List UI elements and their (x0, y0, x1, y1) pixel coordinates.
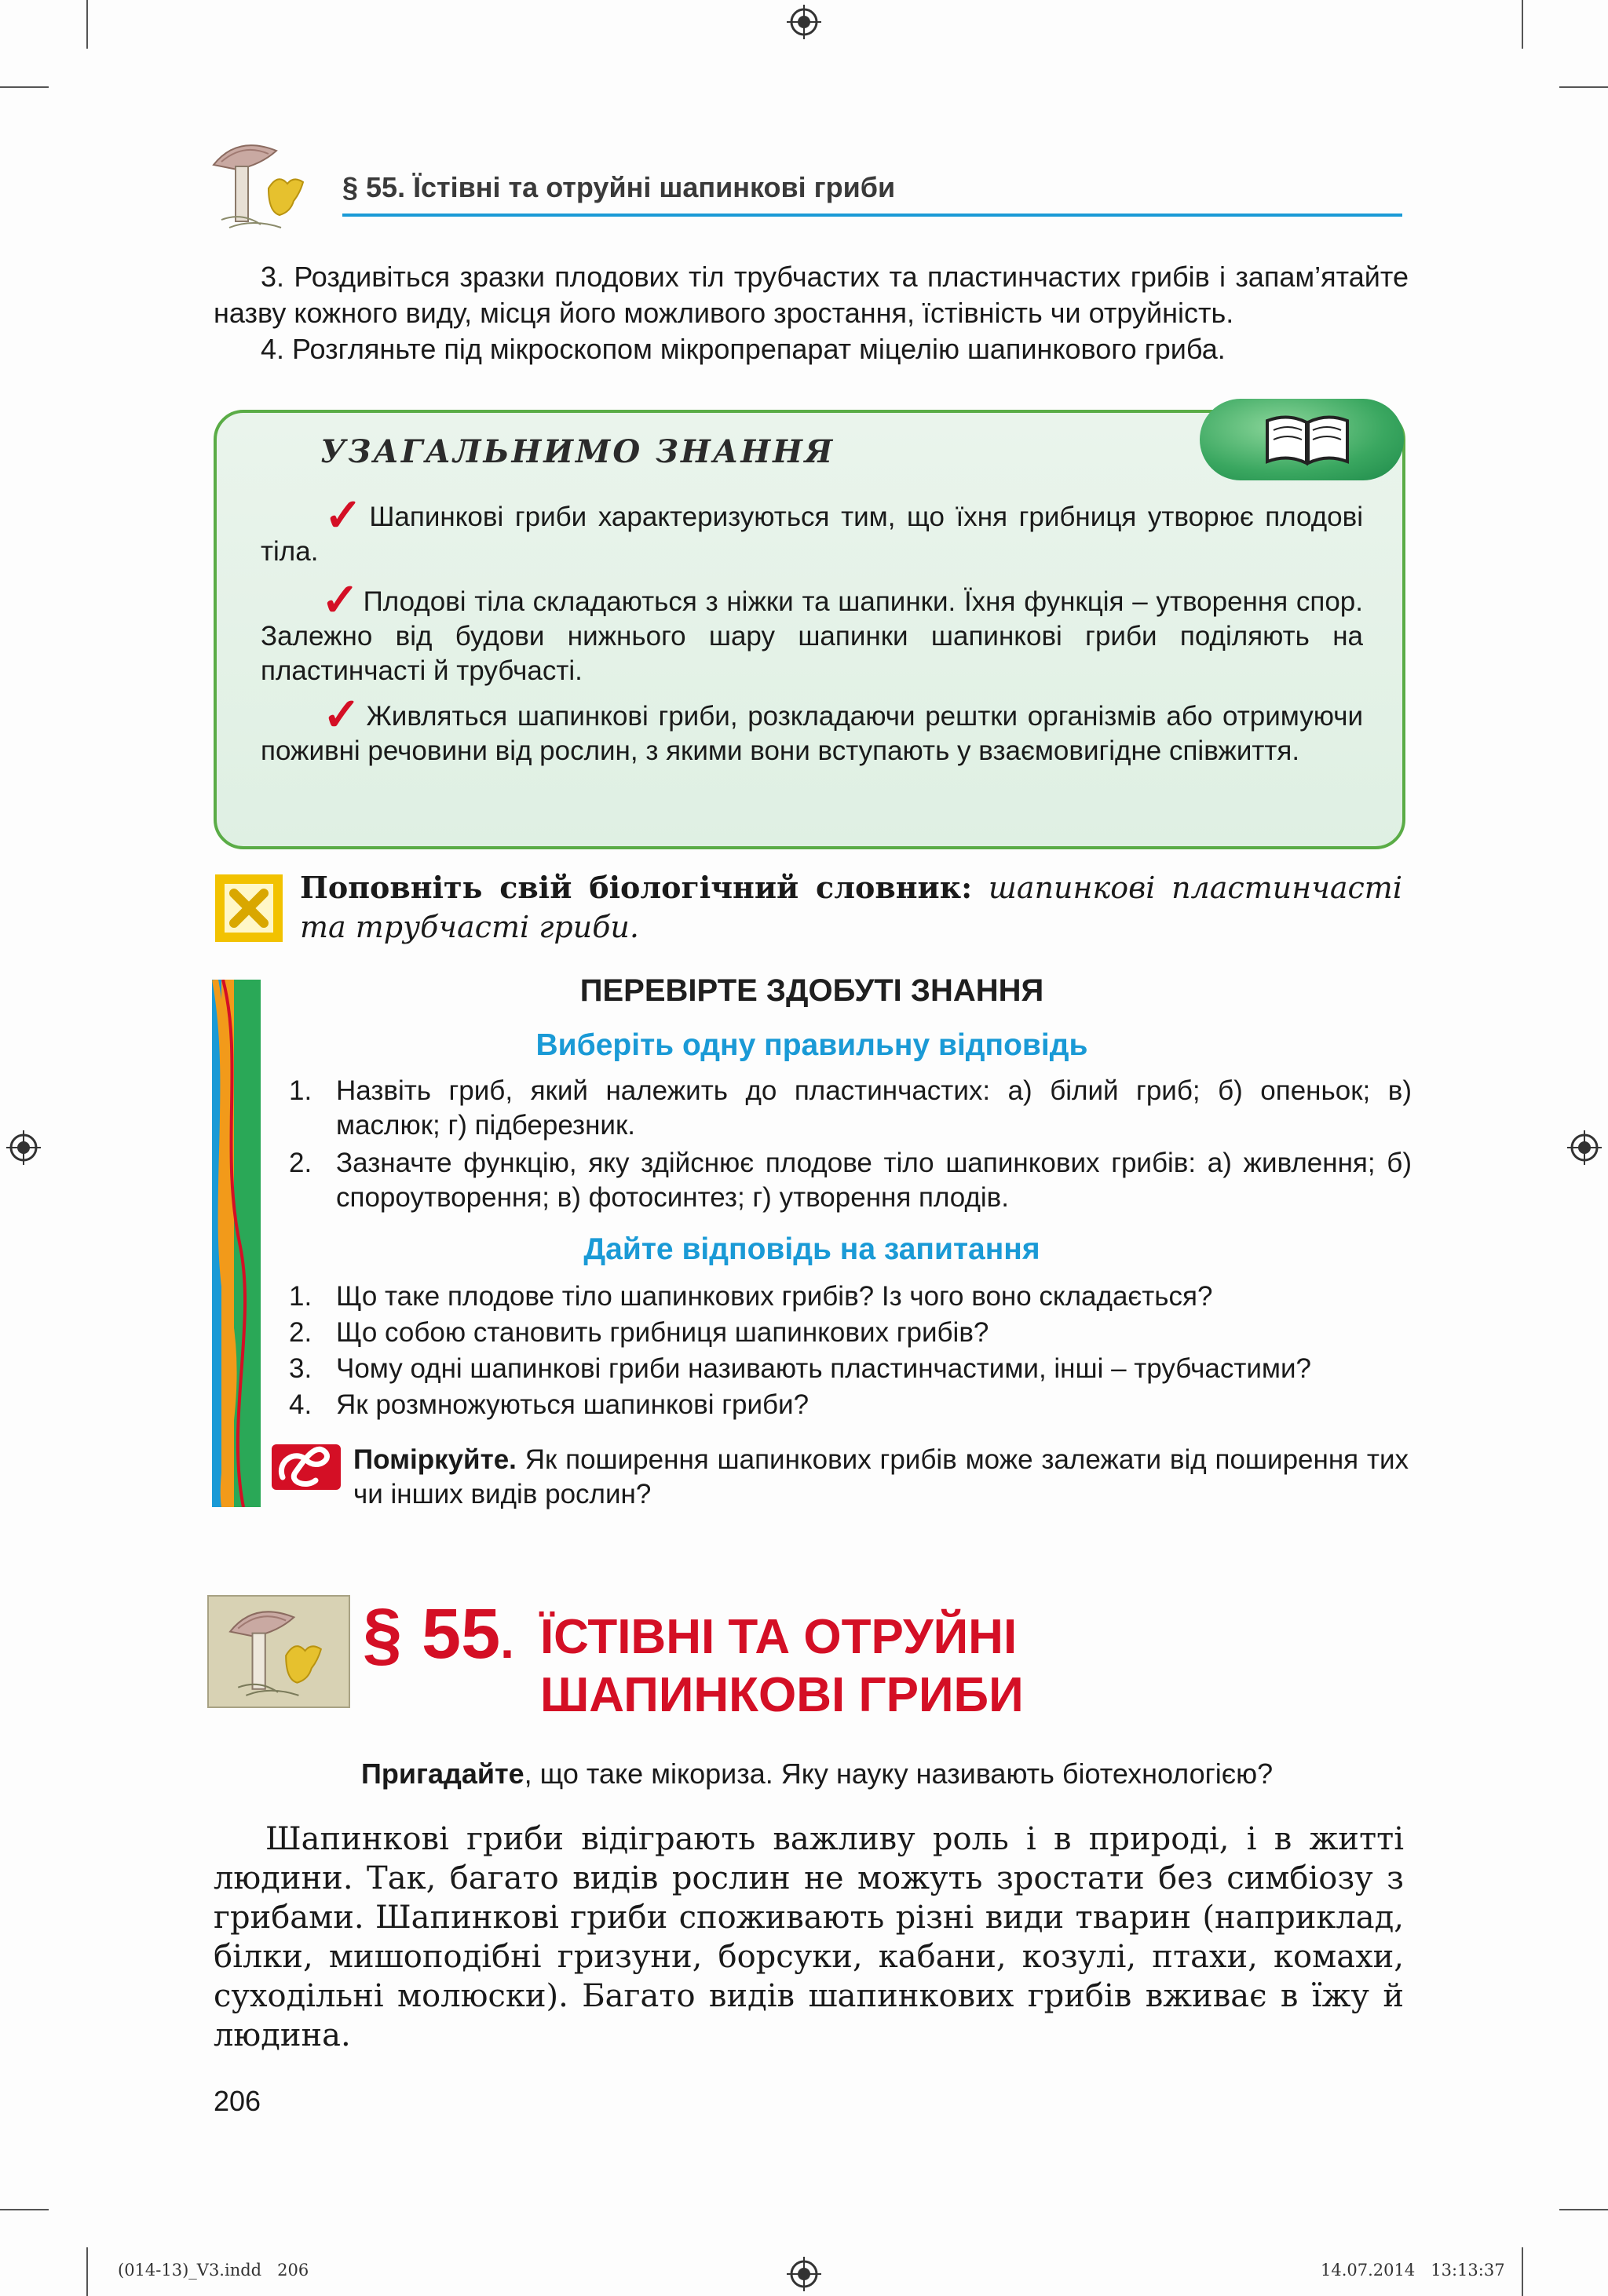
summary-point-3 (261, 689, 1363, 768)
item-text: Що собою становить грибниця шапинкових грибів? (336, 1317, 989, 1348)
item-text: Зазначте функцію, яку здійснює плодове тіло шапинкових грибів: а) живлення; б) спороутворення; в) фотосинтез; г) утворення плодів. (336, 1148, 1412, 1213)
dictionary-bold: Поповніть свій біологічний словник: (300, 870, 973, 905)
check-mark-icon: ✓ (320, 575, 360, 626)
crop-mark (1559, 86, 1608, 88)
item-text: Назвіть гриб, який належить до пластинчастих: а) білий гриб; б) опеньок; в) маслюк; г) підберезник. (336, 1075, 1412, 1141)
crop-mark (86, 0, 88, 49)
crop-mark (86, 2247, 88, 2296)
choose-item-2 (289, 1146, 1412, 1217)
mushroom-illustration-icon (206, 133, 314, 234)
slug-date: 14.07.2014 13:13:37 (1321, 2261, 1505, 2280)
summary-point-2 (261, 575, 1363, 688)
crop-mark (1559, 2209, 1608, 2210)
section-title-line-1: ЇСТІВНІ ТА ОТРУЙНІ (540, 1610, 1018, 1664)
summary-title: УЗАГАЛЬНИМО ЗНАННЯ (320, 433, 835, 470)
mushroom-illustration-icon (215, 1600, 339, 1702)
running-header-title: § 55. Їстівні та отруйні шапинкові гриби (342, 171, 896, 203)
header-rule (342, 214, 1402, 217)
step-4: 4. Розгляньте під мікроскопом мікропрепарат міцелію шапинкового гриба. (261, 333, 1226, 365)
crop-mark (1522, 2247, 1523, 2296)
summary-point-text: Шапинкові гриби характеризуються тим, що їхня грибниця утворює плодові тіла. (261, 502, 1363, 567)
answer-item-4 (289, 1388, 1412, 1422)
dictionary-text (300, 868, 1402, 947)
dictionary-italic: шапинкові пластинчасті та трубчасті гриби. (300, 871, 1402, 944)
summary-point-text: Плодові тіла складаються з ніжки та шапинки. Їхня функція – утворення спор. Залежно від будови нижнього шару шапинки шапинкові гриби поділяють на пластинчасті й трубчасті. (261, 586, 1363, 686)
registration-mark-icon (787, 5, 821, 39)
section-number-text: § 55 (363, 1595, 501, 1674)
recall-text: , що таке мікориза. Яку науку називають біотехнологією? (524, 1758, 1274, 1790)
step-3: 3. Роздивіться зразки плодових тіл трубчастих та пластинчастих грибів і запам’ятайте назву кожного виду, місця його можливого зростання, їстівність чи отруйність. (214, 261, 1409, 329)
open-book-icon (1261, 411, 1354, 468)
crop-mark (0, 86, 49, 88)
item-text: Чому одні шапинкові гриби називають пластинчастими, інші – трубчастими? (336, 1353, 1312, 1384)
item-text: Що таке плодове тіло шапинкових грибів? Із чого воно складається? (336, 1281, 1213, 1312)
item-number: 1. (289, 1281, 312, 1312)
crop-mark (1522, 0, 1523, 49)
section-title-line-2: ШАПИНКОВІ ГРИБИ (540, 1668, 1024, 1722)
think-icon (272, 1441, 341, 1493)
choose-title: Виберіть одну правильну відповідь (535, 1028, 1088, 1062)
decorative-stripe-bar (212, 980, 261, 1507)
summary-point-1 (261, 490, 1363, 569)
think-bold: Поміркуйте. (353, 1444, 517, 1475)
think-question: Як поширення шапинкових грибів може залежати від поширення тих чи інших видів рослин? (353, 1444, 1409, 1509)
recall-bold: Пригадайте (361, 1758, 524, 1790)
check-title: ПЕРЕВІРТЕ ЗДОБУТІ ЗНАННЯ (579, 973, 1044, 1008)
item-number: 2. (289, 1317, 312, 1348)
recall-prompt (361, 1757, 1273, 1791)
dictionary-icon (214, 873, 284, 944)
answer-item-1 (289, 1279, 1412, 1314)
answer-title: Дайте відповідь на запитання (583, 1232, 1040, 1266)
crop-mark (0, 2209, 49, 2210)
item-number: 2. (289, 1148, 312, 1178)
item-number: 1. (289, 1075, 312, 1106)
answer-item-3 (289, 1352, 1412, 1386)
registration-mark-icon (787, 2257, 821, 2291)
section-number-dot: . (500, 1612, 514, 1669)
section-number (363, 1595, 514, 1680)
registration-mark-icon (1567, 1130, 1602, 1165)
think-text (353, 1443, 1409, 1512)
item-text: Як розмножуються шапинкові гриби? (336, 1389, 809, 1420)
check-mark-icon: ✓ (320, 689, 364, 740)
choose-item-1 (289, 1074, 1412, 1144)
registration-mark-icon (6, 1130, 41, 1165)
item-number: 4. (289, 1389, 312, 1420)
slug-file: (014-13)_V3.indd 206 (118, 2261, 309, 2280)
summary-point-text: Живляться шапинкові гриби, розкладаючи рештки організмів або отримуючи поживні речовини від рослин, з якими вони вступають у взаємовигідне співжиття. (261, 701, 1363, 766)
answer-item-2 (289, 1316, 1412, 1350)
section-paragraph: Шапинкові гриби відіграють важливу роль і в природі, і в житті людини. Так, багато видів рослин не можуть зростати без симбіозу з грибами. Шапинкові гриби споживають різні види тварин (наприклад, білки, мишоподібні гризуни, борсуки, кабани, козулі, птахи, комахи, суходільні молюски). Багато видів шапинкових грибів вживає в їжу й людина. (214, 1821, 1404, 2053)
item-number: 3. (289, 1353, 312, 1384)
check-mark-icon: ✓ (320, 490, 367, 541)
page-number: 206 (214, 2085, 261, 2117)
